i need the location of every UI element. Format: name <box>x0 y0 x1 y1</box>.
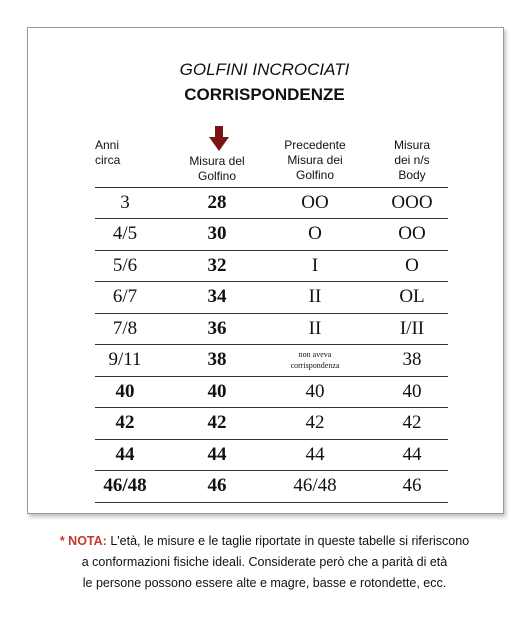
cell-body: 46 <box>402 475 422 496</box>
table-row <box>95 187 448 219</box>
header-body-line3: Body <box>398 168 426 182</box>
cell-size: 46 <box>207 475 227 496</box>
table-row <box>95 439 448 471</box>
cell-previous: II <box>308 317 322 339</box>
cell-size: 36 <box>207 317 227 339</box>
cell-age: 4/5 <box>112 223 138 244</box>
cell-body: 38 <box>402 349 422 370</box>
header-previous-line1: Precedente <box>284 138 346 152</box>
cell-previous: 42 <box>305 412 325 433</box>
cell-age: 44 <box>115 443 135 465</box>
cell-body: OO <box>398 223 426 244</box>
cell-body: OOO <box>391 191 433 213</box>
note-line2: a conformazioni fisiche ideali. Considerate però che a parità di età <box>81 555 448 569</box>
cell-previous-line: corrispondenza <box>290 360 340 370</box>
table-row <box>95 313 448 345</box>
cell-previous: 46/48 <box>293 475 337 496</box>
header-size-line2: Golfino <box>197 169 237 183</box>
header-age <box>95 138 145 168</box>
cell-age: 3 <box>120 191 130 213</box>
table-row <box>95 218 448 250</box>
table-row <box>95 470 448 502</box>
cell-body: 42 <box>402 412 422 433</box>
header-age-line1: Anni <box>95 138 120 152</box>
cell-body: OL <box>399 286 425 307</box>
cell-size: 32 <box>207 254 227 276</box>
header-age-line2: circa <box>95 153 121 167</box>
note-line1 <box>0 531 529 552</box>
cell-previous: OO <box>301 191 329 213</box>
page-title: GOLFINI INCROCIATI <box>179 60 350 79</box>
table-row <box>95 344 448 376</box>
table-row <box>95 407 448 439</box>
header-body-line1: Misura <box>393 138 430 152</box>
table-row <box>95 250 448 282</box>
cell-age: 6/7 <box>112 286 138 307</box>
cell-body: O <box>405 254 419 276</box>
cell-previous-line: non aveva <box>298 349 332 359</box>
header-previous-line3: Golfino <box>295 168 335 182</box>
header-body-line2: dei n/s <box>394 153 430 167</box>
cell-size: 30 <box>207 223 227 244</box>
table-row <box>95 376 448 408</box>
header-previous <box>270 138 360 183</box>
cell-previous: O <box>308 223 322 244</box>
table-row <box>95 281 448 313</box>
note-text1: L'età, le misure e le taglie riportate in queste tabelle si riferiscono <box>106 534 470 548</box>
row-divider <box>95 502 448 503</box>
note <box>0 531 529 594</box>
note-line3: le persone possono essere alte e magre, basse e rotondette, ecc. <box>82 576 447 590</box>
header-size <box>180 154 254 184</box>
header-previous-line2: Misura dei <box>287 153 343 167</box>
note-label: * NOTA: <box>59 534 107 548</box>
cell-previous: 40 <box>305 380 325 402</box>
cell-previous: II <box>308 286 322 307</box>
cell-size: 28 <box>207 191 227 213</box>
cell-age: 9/11 <box>108 349 142 370</box>
cell-age: 5/6 <box>112 254 138 276</box>
header-body <box>378 138 446 183</box>
cell-size: 42 <box>207 412 227 433</box>
cell-previous: 44 <box>305 443 325 465</box>
cell-previous <box>270 344 360 376</box>
arrow-down-icon <box>208 126 230 152</box>
header-size-line1: Misura del <box>189 154 245 168</box>
cell-size: 40 <box>207 380 227 402</box>
cell-size: 34 <box>207 286 227 307</box>
cell-age: 42 <box>115 412 135 433</box>
cell-age: 40 <box>115 380 135 402</box>
cell-size: 44 <box>207 443 227 465</box>
cell-age: 46/48 <box>103 475 147 496</box>
cell-body: I/II <box>399 317 425 339</box>
cell-body: 40 <box>402 380 422 402</box>
cell-previous: I <box>311 254 319 276</box>
cell-body: 44 <box>402 443 422 465</box>
cell-age: 7/8 <box>112 317 138 339</box>
cell-size: 38 <box>207 349 227 370</box>
page-subtitle: CORRISPONDENZE <box>184 85 345 104</box>
